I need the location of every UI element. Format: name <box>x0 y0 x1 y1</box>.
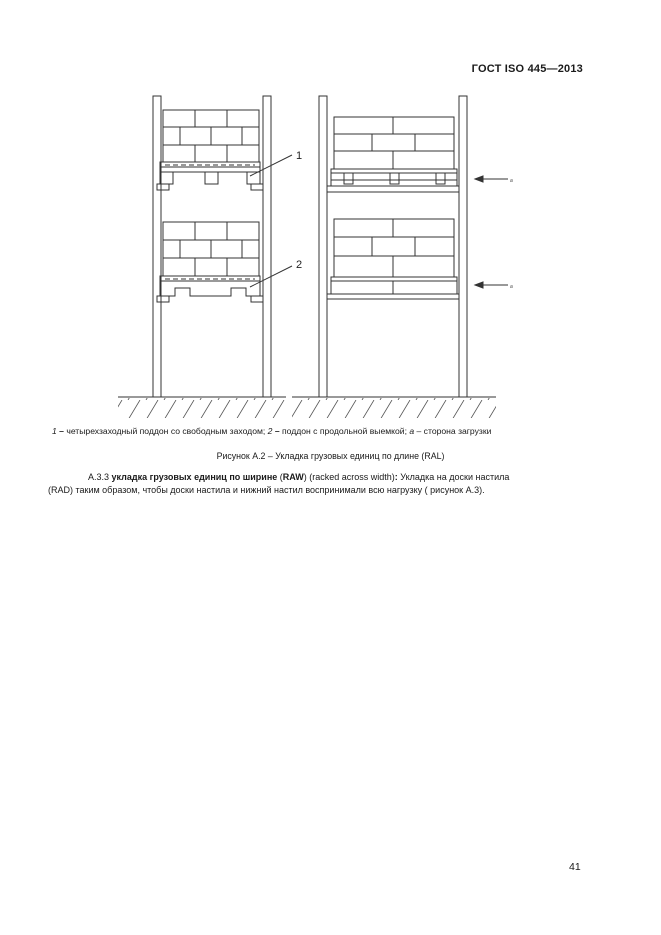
clause-text-1: Укладка на доски настила <box>397 472 510 482</box>
legend-a-text: – сторона загрузки <box>414 426 492 436</box>
upper-beam <box>327 186 459 192</box>
pallet-2 <box>157 276 263 302</box>
paragraph-line-1 <box>48 471 588 484</box>
lower-load-right <box>331 219 457 294</box>
ground-right <box>292 397 496 418</box>
paragraph-line-2: (RAD) таким образом, чтобы доски настила и нижний настил воспринимали всю нагрузку ( рисунок А.3). <box>48 485 485 495</box>
abbr-open: ( <box>277 472 283 482</box>
legend-a-letter: a <box>409 426 415 436</box>
legend-2-text: поддон с продольной выемкой; <box>279 426 410 436</box>
clause-term: укладка грузовых единиц по ширине <box>111 472 278 482</box>
figure-legend <box>52 426 612 436</box>
upper-load-left <box>163 110 259 162</box>
left-rack-upright-left <box>153 96 161 397</box>
lower-load-left <box>163 222 259 276</box>
right-rack <box>319 96 508 397</box>
clause-abbr: RAW <box>282 472 304 482</box>
ground-left <box>118 397 286 418</box>
page-number: 41 <box>569 861 581 873</box>
figure-label-1: 1 <box>296 150 303 162</box>
legend-1-text: четырехзаходный поддон со свободным заходом; <box>63 426 268 436</box>
figure-caption: Рисунок А.2 – Укладка грузовых единиц по длине (RAL) <box>216 451 445 461</box>
clause-colon: : <box>394 472 398 482</box>
document-header: ГОСТ ISO 445—2013 <box>471 63 583 75</box>
clause-english: (racked across width) <box>306 472 395 482</box>
figure-label-2: 2 <box>296 259 303 271</box>
racking-figure <box>0 0 661 425</box>
figure-label-a-top: a <box>510 178 513 184</box>
legend-2-dash: – <box>274 426 280 436</box>
legend-2-number: 2 <box>267 426 273 436</box>
figure-label-a-bottom: a <box>510 284 513 290</box>
legend-1-number: 1 <box>52 426 57 436</box>
clause-paragraph <box>48 471 588 497</box>
right-rack-upright-right <box>459 96 467 397</box>
clause-number: А.3.3 <box>88 472 112 482</box>
right-rack-upright-left <box>319 96 327 397</box>
lower-beam <box>327 294 459 299</box>
upper-load-right <box>331 117 457 186</box>
abbr-close: ) <box>303 472 307 482</box>
legend-1-dash: – <box>59 426 64 436</box>
pallet-1 <box>157 162 263 190</box>
left-rack-upright-right <box>263 96 271 397</box>
left-rack <box>153 96 292 397</box>
